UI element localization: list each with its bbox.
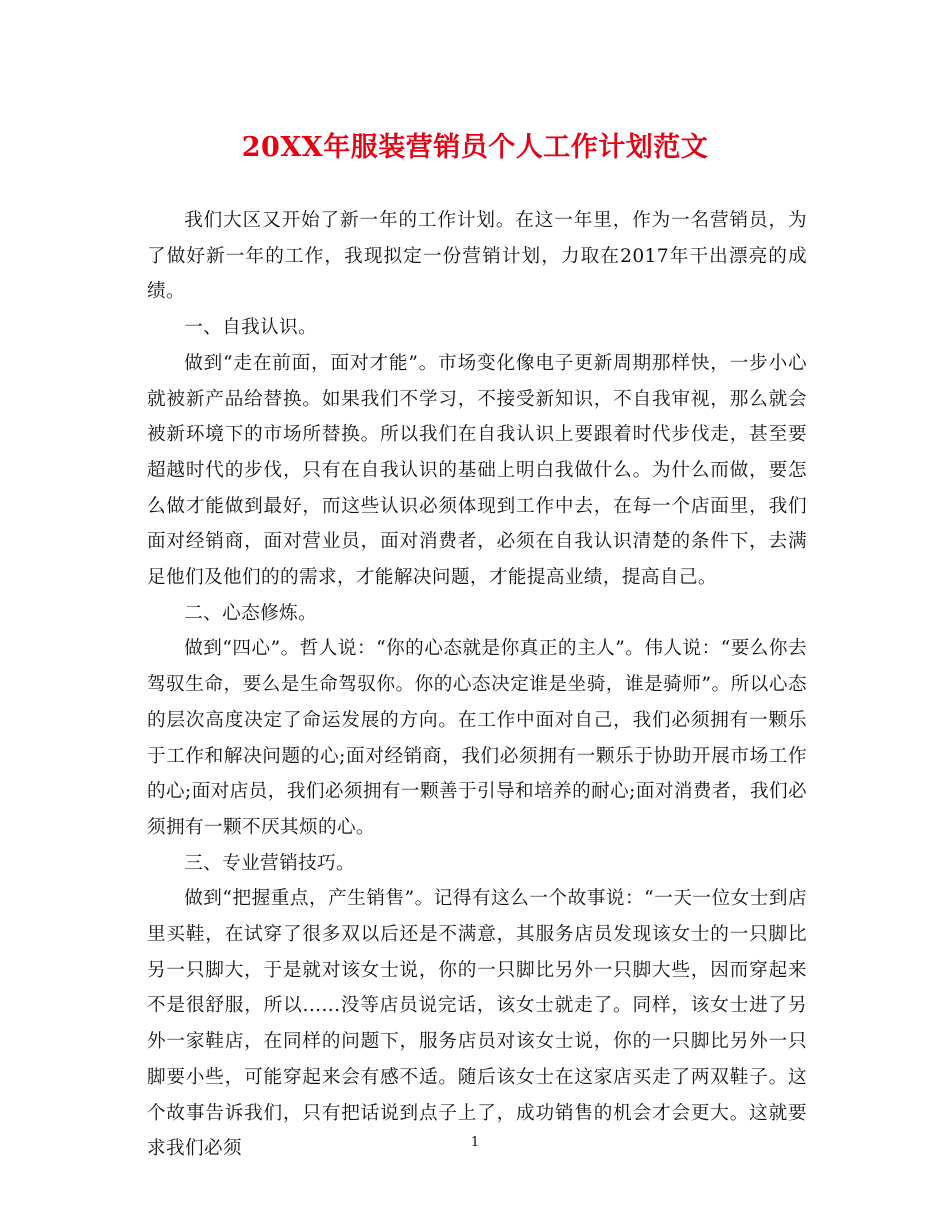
section-heading-self-awareness: 一、自我认识。 <box>184 317 318 339</box>
section-heading-mindset: 二、心态修炼。 <box>184 602 318 624</box>
paragraph-mindset: 做到“四心”。哲人说：“你的心态就是你真正的主人”。伟人说：“要么你去驾驭生命，要么是生命驾驭你。你的心态决定谁是坐骑，谁是骑师”。所以心态的层次高度决定了命运发展的方向。在工作中面对自己，我们必须拥有一颗乐于工作和解决问题的心;面对经销商，我们必须拥有一颗乐于协助开展市场工作的心;面对店员，我们必须拥有一颗善于引导和培养的耐心;面对消费者，我们必须拥有一颗不厌其烦的心。 <box>147 638 807 838</box>
document-body <box>147 203 807 1167</box>
section-heading-sales-skills: 三、专业营销技巧。 <box>184 852 356 874</box>
document-title: 20XX年服装营销员个人工作计划范文 <box>241 132 709 163</box>
paragraph-self-awareness: 做到“走在前面，面对才能”。市场变化像电子更新周期那样快，一步小心就被新产品给替换。如果我们不学习，不接受新知识，不自我审视，那么就会被新环境下的市场所替换。所以我们在自我认识上要跟着时代步伐走，甚至要超越时代的步伐，只有在自我认识的基础上明白我做什么。为什么而做，要怎么做才能做到最好，而这些认识必须体现到工作中去，在每一个店面里，我们面对经销商，面对营业员，面对消费者，必须在自我认识清楚的条件下，去满足他们及他们的的需求，才能解决问题，才能提高业绩，提高自己。 <box>147 352 807 589</box>
paragraph-intro: 我们大区又开始了新一年的工作计划。在这一年里，作为一名营销员，为了做好新一年的工作，我现拟定一份营销计划，力取在2017年干出漂亮的成绩。 <box>147 210 807 303</box>
paragraph-sales-skills: 做到“把握重点，产生销售”。记得有这么一个故事说：“一天一位女士到店里买鞋，在试穿了很多双以后还是不满意，其服务店员发现该女士的一只脚比另一只脚大，于是就对该女士说，你的一只脚比另外一只脚大些，因而穿起来不是很舒服，所以......没等店员说完话，该女士就走了。同样，该女士进了另外一家鞋店，在同样的问题下，服务店员对该女士说，你的一只脚比另外一只脚要小些，可能穿起来会有感不适。随后该女士在这家店买走了两双鞋子。这个故事告诉我们，只有把话说到点子上了，成功销售的机会才会更大。这就要求我们必须 <box>147 888 807 1160</box>
page-number: 1 <box>470 1135 480 1150</box>
